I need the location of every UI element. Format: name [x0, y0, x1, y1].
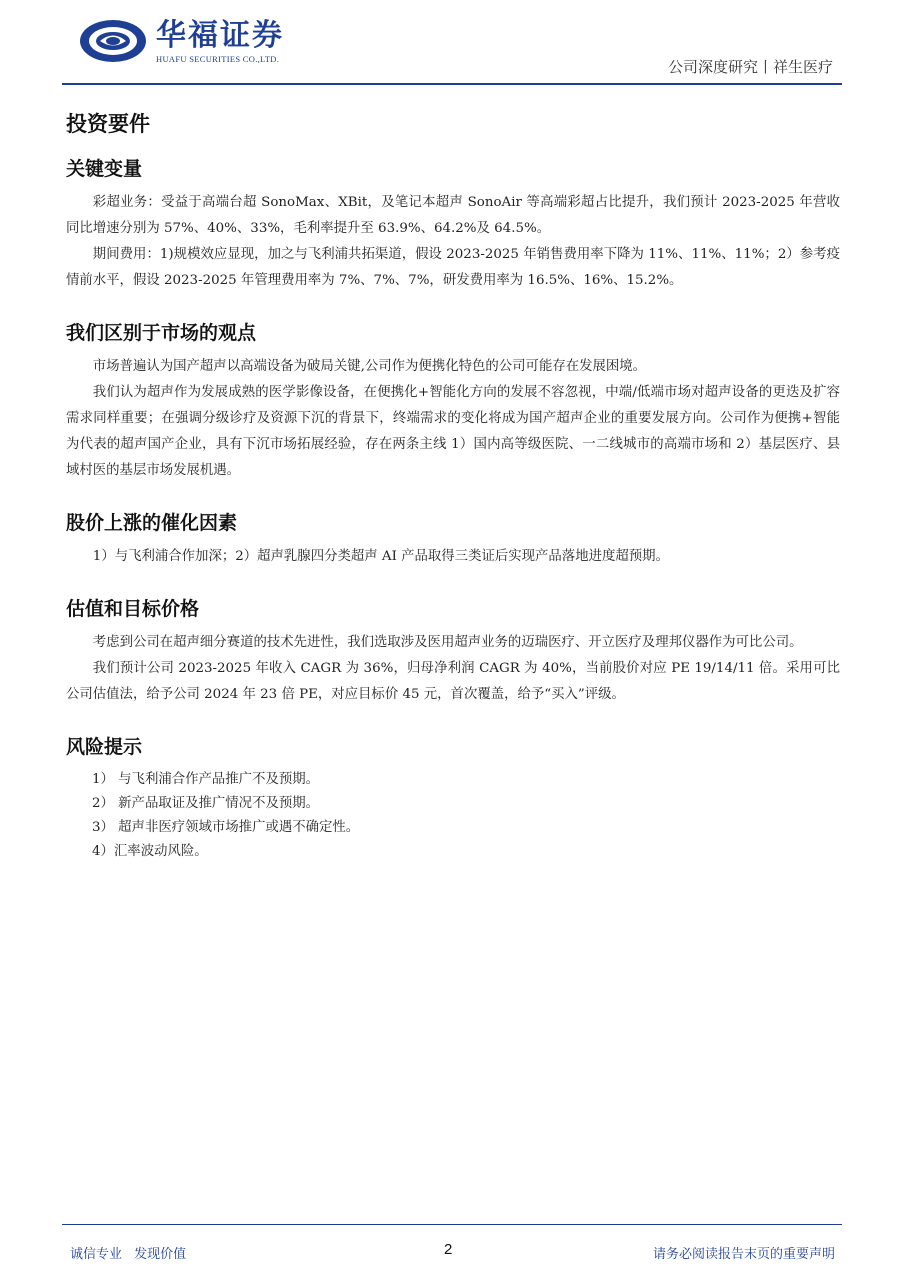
paragraph: 我们认为超声作为发展成熟的医学影像设备，在便携化+智能化方向的发展不容忽视，中端/低端市场对超声设备的更迭及扩容需求同样重要；在强调分级诊疗及资源下沉的背景下，终端需求的变化将成为国产超声企业的重要发展方向。公司作为便携+智能为代表的超声国产企业，具有下沉市场拓展经验，存在两条主线 1）国内高等级医院、一二线城市的高端市场和 2）基层医疗、县域村医的基层市场发展机遇。 [66, 385, 840, 478]
section-heading: 股价上涨的催化因素 [66, 512, 238, 534]
paragraph: 市场普遍认为国产超声以高端设备为破局关键,公司作为便携化特色的公司可能存在发展困境。 [92, 359, 647, 374]
section-catalysts [66, 510, 840, 570]
logo-english-name: HUAFU SECURITIES CO.,LTD. [156, 53, 280, 64]
paragraph: 1）与飞利浦合作加深；2）超声乳腺四分类超声 AI 产品取得三类证后实现产品落地进度超预期。 [92, 549, 669, 564]
risk-item: 3） 超声非医疗领域市场推广或遇不确定性。 [92, 820, 360, 835]
section-heading: 估值和目标价格 [66, 598, 200, 620]
page-header [0, 0, 905, 90]
report-type-label: 公司深度研究丨祥生医疗 [667, 58, 833, 76]
paragraph: 我们预计公司 2023-2025 年收入 CAGR 为 36%，归母净利润 CAGR 为 40%，当前股价对应 PE 19/14/11 倍。采用可比公司估值法，给予公司 2024 年 23 倍 PE，对应目标价 45 元，首次覆盖，给予“买入”评级。 [66, 661, 840, 702]
paragraph: 期间费用：1)规模效应显现，加之与飞利浦共拓渠道，假设 2023-2025 年销售费用率下降为 11%、11%、11%；2）参考疫情前水平，假设 2023-2025 年管理费用率为 7%、7%、7%，研发费用率为 16.5%、16%、15.2%。 [66, 247, 840, 288]
footer-divider [62, 1224, 842, 1225]
section-valuation [66, 596, 840, 708]
section-differentiated-view [66, 320, 840, 484]
footer-disclaimer: 请务必阅读报告末页的重要声明 [652, 1247, 835, 1262]
huafu-logo-icon [78, 18, 148, 64]
section-heading: 我们区别于市场的观点 [66, 322, 257, 344]
section-risks [66, 734, 840, 864]
paragraph: 彩超业务：受益于高端台超 SonoMax、XBit，及笔记本超声 SonoAir 等高端彩超占比提升，我们预计 2023-2025 年营收同比增速分别为 57%、40%、33%，毛利率提升至 63.9%、64.2%及 64.5%。 [66, 195, 840, 236]
risk-item: 1） 与飞利浦合作产品推广不及预期。 [92, 772, 320, 787]
section-heading: 关键变量 [66, 158, 143, 180]
company-logo [78, 18, 284, 64]
report-body [66, 110, 840, 890]
section-heading: 风险提示 [66, 736, 143, 758]
risk-item: 2） 新产品取证及推广情况不及预期。 [92, 796, 320, 811]
logo-chinese-name: 华福证券 [156, 17, 284, 53]
header-divider [62, 83, 842, 85]
risk-item: 4）汇率波动风险。 [92, 844, 208, 859]
page-number: 2 [444, 1241, 453, 1258]
footer-slogan: 诚信专业 发现价值 [70, 1247, 187, 1262]
page-title: 投资要件 [66, 112, 150, 136]
paragraph: 考虑到公司在超声细分赛道的技术先进性，我们选取涉及医用超声业务的迈瑞医疗、开立医疗及理邦仪器作为可比公司。 [92, 635, 803, 650]
section-key-variables [66, 156, 840, 294]
